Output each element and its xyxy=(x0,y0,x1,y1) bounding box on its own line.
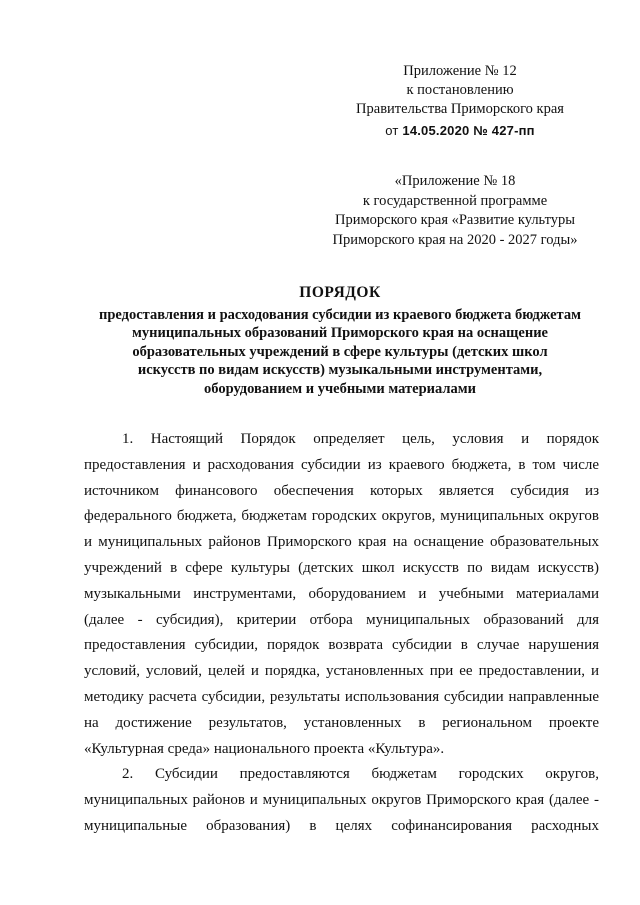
title-line: искусств по видам искусств) музыкальными инструментами, xyxy=(137,362,543,378)
program-ref-line-2: к государственной программе xyxy=(362,192,548,209)
text-line: методику расчета субсидии, результаты использования субсидии направленные xyxy=(84,688,599,705)
document-body xyxy=(84,427,599,840)
text-line: на достижение результатов, установленных в региональном проекте xyxy=(84,714,599,731)
stamp-number: 427-пп xyxy=(491,123,535,138)
program-ref-line-4: Приморского края на 2020 - 2027 годы» xyxy=(332,231,578,248)
resolution-stamp xyxy=(340,121,580,140)
title-line: оборудованием и учебными материалами xyxy=(204,380,476,397)
text-line: муниципальные образования) в целях софинансирования расходных xyxy=(84,817,599,834)
appendix-header xyxy=(340,62,580,140)
program-appendix-number: «Приложение № 18 xyxy=(394,173,516,189)
program-reference xyxy=(320,172,590,250)
title-line: предоставления и расходования субсидии из краевого бюджета бюджетам xyxy=(99,306,581,323)
text-line: источником финансового обеспечения которых является субсидия из xyxy=(84,482,599,499)
paragraph-1 xyxy=(84,427,599,762)
stamp-date: 14.05.2020 xyxy=(402,123,470,138)
text-line: (далее - субсидия), критерии отбора муниципальных образований для xyxy=(84,611,599,628)
document-title xyxy=(80,284,600,398)
appendix-government: Правительства Приморского края xyxy=(356,101,564,117)
title-heading: ПОРЯДОК xyxy=(299,284,381,301)
appendix-number: Приложение № 12 xyxy=(403,63,517,79)
title-line: образовательных учреждений в сфере культуры (детских школ xyxy=(132,343,548,360)
text-line: условий, условий, целей и порядка, установленных при ее предоставлении, и xyxy=(84,663,599,680)
text-line: 2. Субсидии предоставляются бюджетам городских округов, xyxy=(122,766,599,783)
text-line: предоставления субсидии, порядок возврата субсидии в случае нарушения xyxy=(84,637,599,654)
text-line: музыкальными инструментами, оборудованием и учебными материалами xyxy=(84,585,599,602)
text-line: «Культурная среда» национального проекта «Культура». xyxy=(84,740,445,757)
text-line: федерального бюджета, бюджетам городских округов, муниципальных округов xyxy=(84,508,599,525)
text-line: 1. Настоящий Порядок определяет цель, условия и порядок xyxy=(122,431,599,447)
paragraph-2 xyxy=(84,762,599,839)
stamp-prefix: от xyxy=(385,123,399,138)
text-line: муниципальных районов и муниципальных округов Приморского края (далее - xyxy=(84,792,599,809)
program-ref-line-3: Приморского края «Развитие культуры xyxy=(334,212,575,228)
stamp-number-sign: № xyxy=(473,123,488,138)
text-line: предоставления и расходования субсидии из краевого бюджета, в том числе xyxy=(84,456,599,473)
text-line: учреждений в сфере культуры (детских школ искусств по видам искусств) xyxy=(84,559,599,576)
title-line: муниципальных образований Приморского края на оснащение xyxy=(132,325,548,341)
text-line: и муниципальных районов Приморского края на оснащение образовательных xyxy=(84,534,599,551)
appendix-to-resolution: к постановлению xyxy=(406,82,514,98)
